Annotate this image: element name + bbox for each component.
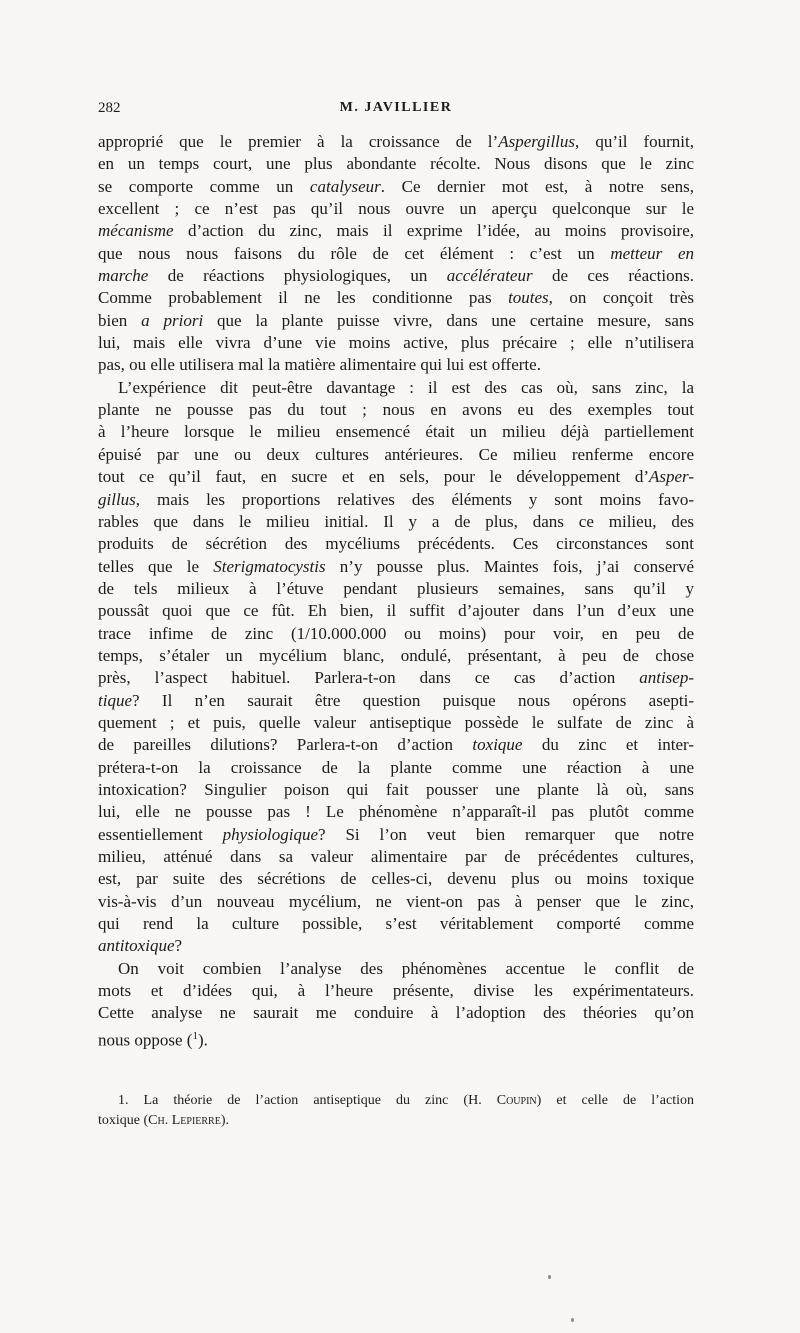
- text-line: [98, 265, 694, 287]
- italic-term: Sterigmatocystis: [213, 556, 326, 576]
- text-run: que nous nous faisons du rôle de cet élément : c’est un: [98, 243, 611, 263]
- text-line: [98, 489, 694, 511]
- italic-term: a priori: [141, 310, 204, 330]
- text-run: L’expérience dit peut-être davantage : il est des cas où, sans zinc, la: [118, 377, 694, 397]
- page-header: [98, 100, 694, 122]
- text-line: [98, 801, 694, 823]
- text-run: 1. La théorie de l’action antiseptique du zinc (H.: [118, 1093, 497, 1108]
- text-run: plante ne pousse pas du tout ; nous en avons eu des exemples tout: [98, 400, 694, 420]
- text-line: [98, 153, 694, 175]
- text-line: [98, 287, 694, 309]
- page-number: 282: [98, 100, 121, 116]
- italic-term: mécanisme: [98, 221, 174, 241]
- text-run: ).: [220, 1113, 229, 1128]
- text-line: [98, 176, 694, 198]
- text-run: Comme probablement il ne les conditionne pas: [98, 288, 509, 308]
- text-run: , qu’il fournit,: [575, 132, 694, 151]
- text-run: ? Si l’on veut bien remarquer que notre: [318, 824, 694, 844]
- text-line: [98, 623, 694, 645]
- text-run: près, l’aspect habituel. Parlera-t-on dans ce cas d’action: [98, 668, 640, 688]
- text-line: [98, 377, 694, 399]
- text-line: [98, 1025, 694, 1052]
- text-run: qui rend la culture possible, s’est véritablement comporté comme: [98, 914, 694, 934]
- italic-term: Asper-: [649, 467, 694, 487]
- text-line: [98, 243, 694, 265]
- italic-term: toutes: [508, 288, 549, 308]
- text-run: tout ce qu’il faut, en sucre et en sels, pour le développement d’: [98, 467, 650, 487]
- text-line: [98, 734, 694, 756]
- text-run: à l’heure lorsque le milieu ensemencé était un milieu déjà partiellement: [98, 422, 694, 442]
- text-run: bien: [98, 310, 142, 330]
- text-line: [98, 935, 694, 957]
- text-line: [98, 444, 694, 466]
- italic-term: physiologique: [222, 824, 319, 844]
- text-line: [98, 310, 694, 332]
- text-run: se comporte comme un: [98, 176, 310, 196]
- text-line: [98, 131, 694, 153]
- text-run: que la plante puisse vivre, dans une certaine mesure, sans: [203, 310, 694, 330]
- text-line: [98, 846, 694, 868]
- text-line: [98, 578, 694, 600]
- text-run: , mais les proportions relatives des éléments y sont moins favo-: [135, 489, 694, 509]
- running-head: M. JAVILLIER: [339, 100, 453, 115]
- text-run: épuisé par une ou deux cultures antérieures. Ce milieu renferme encore: [98, 444, 694, 464]
- text-run: du zinc et inter-: [522, 735, 695, 755]
- text-run: ? Il n’en saurait être question puisque nous opérons asepti-: [132, 690, 694, 710]
- text-line: [98, 511, 694, 533]
- text-line: [98, 958, 694, 980]
- italic-term: catalyseur: [309, 176, 381, 196]
- text-run: n’y pousse plus. Maintes fois, j’ai conservé: [325, 556, 694, 576]
- author-name: Ch. Lepierre: [148, 1113, 221, 1128]
- text-run: de réactions physiologiques, un: [148, 266, 447, 286]
- text-run: vis-à-vis d’un nouveau mycélium, ne vient-on pas à penser que le zinc,: [98, 891, 694, 911]
- text-run: ).: [197, 1030, 208, 1050]
- text-run: ?: [174, 936, 183, 956]
- text-run: pas, ou elle utilisera mal la matière alimentaire qui lui est offerte.: [98, 355, 541, 375]
- text-line: [98, 466, 694, 488]
- text-run: excellent ; ce n’est pas qu’il nous ouvre un aperçu quelconque sur le: [98, 199, 694, 219]
- italic-term: antisep-: [639, 668, 694, 688]
- text-line: [98, 868, 694, 890]
- text-line: [98, 913, 694, 935]
- italic-term: antitoxique: [98, 936, 175, 956]
- text-run: lui, mais elle vivra d’une vie moins active, plus précaire ; elle n’utilisera: [98, 333, 694, 353]
- footnote-line: [98, 1111, 694, 1131]
- footnote-marker: 1: [192, 1029, 198, 1042]
- text-run: . Ce dernier mot est, à notre sens,: [380, 176, 694, 196]
- italic-term: accélérateur: [446, 266, 533, 286]
- text-run: lui, elle ne pousse pas ! Le phénomène n’apparaît-il pas plutôt comme: [98, 802, 694, 822]
- text-run: toxique (: [98, 1113, 149, 1128]
- italic-term: gillus: [98, 489, 136, 509]
- text-line: [98, 556, 694, 578]
- text-line: [98, 1002, 694, 1024]
- italic-term: tique: [98, 690, 132, 710]
- text-run: , on conçoit très: [548, 288, 694, 308]
- text-line: [98, 332, 694, 354]
- text-run: en un temps court, une plus abondante récolte. Nous disons que le zinc: [98, 154, 694, 174]
- italic-term: marche: [98, 266, 149, 286]
- text-line: [98, 690, 694, 712]
- paper-speck: [571, 1318, 574, 1322]
- text-run: produits de sécrétion des mycéliums précédents. Ces circonstances sont: [98, 534, 694, 554]
- text-line: [98, 533, 694, 555]
- text-line: [98, 824, 694, 846]
- text-run: quement ; et puis, quelle valeur antiseptique possède le sulfate de zinc à: [98, 712, 694, 732]
- text-run: milieu, atténué dans sa valeur alimentaire par de précédentes cultures,: [98, 847, 694, 866]
- text-line: [98, 198, 694, 220]
- text-line: [98, 220, 694, 242]
- italic-term: Aspergillus: [498, 132, 576, 151]
- italic-term: toxique: [472, 735, 523, 755]
- text-run: telles que le: [98, 556, 214, 576]
- text-line: [98, 421, 694, 443]
- text-line: [98, 980, 694, 1002]
- text-run: mots et d’idées qui, à l’heure présente, divise les expérimentateurs.: [98, 981, 694, 1001]
- text-run: de ces réactions.: [532, 266, 694, 286]
- text-line: [98, 757, 694, 779]
- footnote: [98, 1091, 694, 1131]
- text-run: temps, s’étaler un mycélium blanc, ondulé, présentant, à peu de chose: [98, 645, 694, 665]
- text-line: [98, 600, 694, 622]
- text-run: de pareilles dilutions? Parlera-t-on d’action: [98, 735, 473, 755]
- text-run: nous oppose (: [98, 1030, 193, 1050]
- text-line: [98, 645, 694, 667]
- author-name: Coupin: [496, 1093, 537, 1108]
- text-run: rables que dans le milieu initial. Il y a de plus, dans ce milieu, des: [98, 511, 694, 531]
- text-line: [98, 779, 694, 801]
- text-run: est, par suite des sécrétions de celles-ci, devenu plus ou moins toxique: [98, 869, 694, 889]
- text-run: intoxication? Singulier poison qui fait pousser une plante là où, sans: [98, 779, 694, 799]
- text-run: On voit combien l’analyse des phénomènes accentue le conflit de: [118, 958, 694, 978]
- text-run: prétera-t-on la croissance de la plante comme une réaction à une: [98, 757, 694, 777]
- text-line: [98, 354, 694, 376]
- text-run: approprié que le premier à la croissance de l’: [98, 132, 499, 151]
- text-line: [98, 667, 694, 689]
- footnote-line: [98, 1091, 694, 1111]
- text-run: Cette analyse ne saurait me conduire à l’adoption des théories qu’on: [98, 1003, 694, 1023]
- text-line: [98, 712, 694, 734]
- text-run: trace infime de zinc (1/10.000.000 ou moins) pour voir, en peu de: [98, 623, 694, 643]
- body-text: [98, 131, 694, 1052]
- text-line: [98, 399, 694, 421]
- text-run: essentiellement: [98, 824, 223, 844]
- text-line: [98, 891, 694, 913]
- paper-speck: [548, 1275, 551, 1279]
- italic-term: metteur en: [610, 243, 694, 263]
- text-run: poussât quoi que ce fût. Eh bien, il suffit d’ajouter dans l’un d’eux une: [98, 601, 694, 621]
- text-run: de tels milieux à l’étuve pendant plusieurs semaines, sans qu’il y: [98, 578, 694, 598]
- text-run: ) et celle de l’action: [536, 1093, 694, 1108]
- text-run: d’action du zinc, mais il exprime l’idée, au moins provisoire,: [173, 221, 694, 241]
